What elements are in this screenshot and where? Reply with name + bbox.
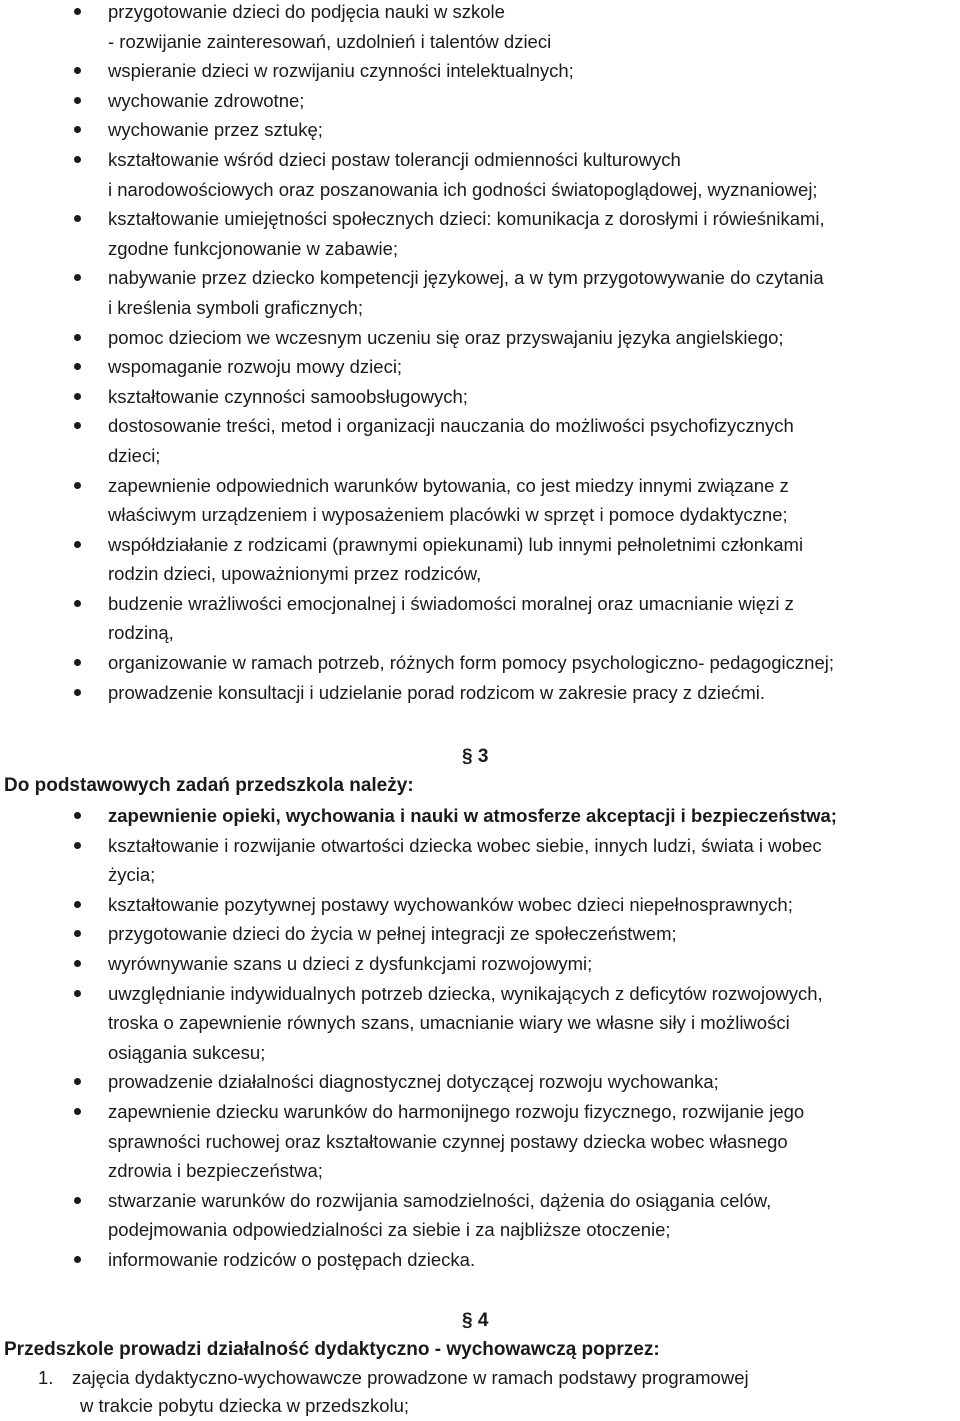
list-item (0, 0, 960, 56)
list-item-text: zapewnienie opieki, wychowania i nauki w atmosferze akceptacji i bezpieczeństwa; (108, 805, 837, 826)
list-item-text: nabywanie przez dziecko kompetencji językowej, a w tym przygotowywanie do czytania (108, 267, 824, 289)
bullet-icon (74, 990, 81, 997)
list-item-text: zapewnienie odpowiednich warunków bytowania, co jest miedzy innymi związane z (108, 474, 789, 496)
list-item (0, 411, 960, 470)
list-item (0, 145, 960, 204)
list-item-text: - rozwijanie zainteresowań, uzdolnień i talentów dzieci (108, 30, 552, 52)
list-item (0, 352, 960, 382)
bullet-icon (74, 126, 81, 133)
list-item (0, 979, 960, 1068)
bullet-icon (74, 156, 81, 163)
bullet-icon (74, 215, 81, 222)
list-item-text: wspieranie dzieci w rozwijaniu czynności intelektualnych; (108, 60, 574, 82)
list-item (0, 648, 960, 678)
list-item-text: i narodowościowych oraz poszanowania ich godności światopoglądowej, wyznaniowej; (108, 178, 818, 200)
list-item-text: stwarzanie warunków do rozwijania samodzielności, dążenia do osiągania celów, (108, 1189, 772, 1211)
list-item (0, 801, 960, 831)
bullet-icon (74, 1197, 81, 1204)
list-item-text: kształtowanie wśród dzieci postaw tolerancji odmienności kulturowych (108, 148, 681, 170)
list-item (0, 382, 960, 412)
list-item (0, 323, 960, 353)
tasks-list (0, 0, 960, 707)
list-item-text: współdziałanie z rodzicami (prawnymi opiekunami) lub innymi pełnoletnimi członkami (108, 533, 804, 555)
list-item (0, 831, 960, 890)
list-item-text: wychowanie przez sztukę; (108, 119, 323, 141)
list-item-text: dzieci; (108, 444, 161, 466)
list-item-text: i kreślenia symboli graficznych; (108, 296, 363, 318)
bullet-icon (74, 901, 81, 908)
list-item-text: organizowanie w ramach potrzeb, różnych form pomocy psychologiczno- pedagogicznej; (108, 652, 834, 674)
list-item (0, 263, 960, 322)
list-item-text: pomoc dzieciom we wczesnym uczeniu się oraz przyswajaniu języka angielskiego; (108, 326, 784, 348)
list-item (0, 1097, 960, 1186)
list-item-text: zgodne funkcjonowanie w zabawie; (108, 237, 399, 259)
list-item-text: troska o zapewnienie równych szans, umacnianie wiary we własne siły i możliwości (108, 1012, 790, 1034)
section-3-sign: § 3 (462, 746, 489, 767)
bullet-icon (74, 482, 81, 489)
list-item-text: zapewnienie dziecku warunków do harmonijnego rozwoju fizycznego, rozwijanie jego (108, 1100, 805, 1122)
list-item-text: wychowanie zdrowotne; (108, 89, 305, 111)
list-item-text: budzenie wrażliwości emocjonalnej i świadomości moralnej oraz umacnianie więzi z (108, 592, 794, 614)
list-item (0, 530, 960, 589)
list-item-text: zdrowia i bezpieczeństwa; (108, 1160, 323, 1182)
list-item-text: uwzględnianie indywidualnych potrzeb dziecka, wynikających z deficytów rozwojowych, (108, 982, 823, 1004)
bullet-icon (74, 363, 81, 370)
list-item-text: właściwym urządzeniem i wyposażeniem placówki w sprzęt i pomoce dydaktyczne; (108, 504, 788, 526)
bullet-icon (74, 97, 81, 104)
bullet-icon (74, 842, 81, 849)
list-item (0, 890, 960, 920)
list-item (0, 1067, 960, 1097)
list-item-text: życia; (108, 864, 156, 886)
list-item-text: kształtowanie i rozwijanie otwartości dziecka wobec siebie, innych ludzi, świata i wobec (108, 834, 822, 856)
list-item-text: prowadzenie konsultacji i udzielanie porad rodzicom w zakresie pracy z dziećmi. (108, 681, 766, 703)
list-item (0, 919, 960, 949)
bullet-icon (74, 334, 81, 341)
list-item-text: rodzin dzieci, upoważnionymi przez rodziców, (108, 563, 482, 585)
section-4-heading: Przedszkole prowadzi działalność dydaktyczno - wychowawczą poprzez: (4, 1339, 660, 1360)
bullet-icon (74, 1108, 81, 1115)
list-item (0, 589, 960, 648)
list-item-text: kształtowanie pozytywnej postawy wychowanków wobec dzieci niepełnosprawnych; (108, 893, 793, 915)
section-3-heading: Do podstawowych zadań przedszkola należy: (4, 775, 414, 796)
bullet-icon (74, 274, 81, 281)
list-item-text: informowanie rodziców o postępach dziecka. (108, 1248, 476, 1270)
numbered-item-text: w trakcie pobytu dziecka w przedszkolu; (80, 1395, 410, 1416)
bullet-icon (74, 1078, 81, 1085)
section-4-sign: § 4 (462, 1310, 489, 1331)
bullet-icon (74, 67, 81, 74)
bullet-icon (74, 930, 81, 937)
bullet-icon (74, 8, 81, 15)
bullet-icon (74, 659, 81, 666)
list-item-text: kształtowanie czynności samoobsługowych; (108, 385, 468, 407)
list-item-text: kształtowanie umiejętności społecznych dzieci: komunikacja z dorosłymi i rówieśnikami, (108, 208, 825, 230)
list-item-text: dostosowanie treści, metod i organizacji nauczania do możliwości psychofizycznych (108, 415, 794, 437)
list-item-text: wspomaganie rozwoju mowy dzieci; (108, 356, 403, 378)
list-item (0, 115, 960, 145)
bullet-icon (74, 541, 81, 548)
list-item (0, 86, 960, 116)
list-item (0, 949, 960, 979)
list-item (0, 1245, 960, 1275)
section-3-list (0, 801, 960, 1275)
bullet-icon (74, 689, 81, 696)
list-item-text: sprawności ruchowej oraz kształtowanie czynnej postawy dziecka wobec własnego (108, 1130, 788, 1152)
list-item (0, 678, 960, 708)
list-item-text: wyrównywanie szans u dzieci z dysfunkcjami rozwojowymi; (108, 952, 593, 974)
list-item (0, 1186, 960, 1245)
bullet-icon (74, 1256, 81, 1263)
bullet-icon (74, 393, 81, 400)
list-item-text: podejmowania odpowiedzialności za siebie i za najbliższe otoczenie; (108, 1219, 671, 1241)
bullet-icon (74, 422, 81, 429)
numbered-item-text: zajęcia dydaktyczno-wychowawcze prowadzone w ramach podstawy programowej (72, 1367, 749, 1388)
list-item-text: przygotowanie dzieci do życia w pełnej integracji ze społeczeństwem; (108, 923, 677, 945)
list-item (0, 204, 960, 263)
list-item-text: przygotowanie dzieci do podjęcia nauki w szkole (108, 1, 505, 22)
bullet-icon (74, 600, 81, 607)
bullet-icon (74, 812, 81, 819)
numbered-item (38, 1364, 938, 1420)
list-item (0, 471, 960, 530)
list-item-text: rodziną, (108, 622, 174, 644)
list-item-text: osiągania sukcesu; (108, 1041, 266, 1063)
list-item-text: prowadzenie działalności diagnostycznej dotyczącej rozwoju wychowanka; (108, 1071, 719, 1093)
item-number: 1. (38, 1367, 54, 1388)
bullet-icon (74, 960, 81, 967)
list-item (0, 56, 960, 86)
